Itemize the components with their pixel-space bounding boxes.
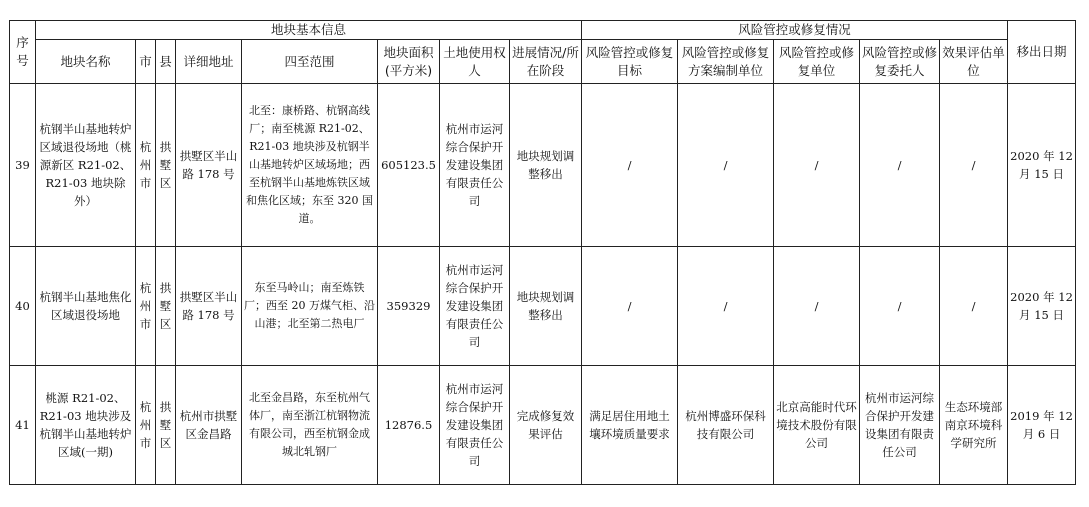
cell-boundary: 北至：康桥路、杭钢高线厂；南至桃源 R21-02、R21-03 地块涉及杭钢半山基地转炉区域场地；西至杭钢半山基地炼铁区域和焦化区域；东至 320 国道。 [242,84,378,247]
cell-target: 满足居住用地土壤环境质量要求 [582,366,678,485]
cell-area: 12876.5 [378,366,440,485]
cell-eval-unit: / [940,84,1008,247]
cell-address: 拱墅区半山路 178 号 [176,84,242,247]
cell-plan-unit: / [678,84,774,247]
cell-county: 拱墅区 [156,84,176,247]
header-city: 市 [136,40,156,84]
cell-city: 杭州市 [136,366,156,485]
header-removal-date: 移出日期 [1008,21,1076,84]
header-index: 序号 [10,21,36,84]
header-eval-unit: 效果评估单位 [940,40,1008,84]
cell-city: 杭州市 [136,247,156,366]
table-row [10,84,1076,247]
cell-eval-unit: / [940,247,1008,366]
header-address: 详细地址 [176,40,242,84]
header-plan-unit: 风险管控或修复方案编制单位 [678,40,774,84]
header-name: 地块名称 [36,40,136,84]
header-land-user: 土地使用权人 [440,40,510,84]
cell-name: 桃源 R21-02、R21-03 地块涉及杭钢半山基地转炉区域(一期) [36,366,136,485]
cell-progress: 地块规划调整移出 [510,247,582,366]
cell-land-user: 杭州市运河综合保护开发建设集团有限责任公司 [440,366,510,485]
cell-exec-unit: / [774,247,860,366]
table-row [10,247,1076,366]
header-group-basic-info: 地块基本信息 [36,21,582,40]
cell-exec-unit: / [774,84,860,247]
cell-index: 39 [10,84,36,247]
cell-client: / [860,247,940,366]
cell-city: 杭州市 [136,84,156,247]
cell-client: 杭州市运河综合保护开发建设集团有限责任公司 [860,366,940,485]
land-parcel-table [9,20,1076,485]
cell-land-user: 杭州市运河综合保护开发建设集团有限责任公司 [440,247,510,366]
table-row [10,366,1076,485]
cell-plan-unit: / [678,247,774,366]
cell-boundary: 东至马岭山；南至炼铁厂；西至 20 万煤气柜、沿山港；北至第二热电厂 [242,247,378,366]
header-progress: 进展情况/所在阶段 [510,40,582,84]
cell-exec-unit: 北京高能时代环境技术股份有限公司 [774,366,860,485]
cell-removal-date: 2020 年 12 月 15 日 [1008,84,1076,247]
cell-progress: 完成修复效果评估 [510,366,582,485]
cell-index: 40 [10,247,36,366]
cell-eval-unit: 生态环境部南京环境科学研究所 [940,366,1008,485]
cell-name: 杭钢半山基地转炉区域退役场地（桃源新区 R21-02、R21-03 地块除外） [36,84,136,247]
cell-name: 杭钢半山基地焦化区域退役场地 [36,247,136,366]
cell-removal-date: 2019 年 12 月 6 日 [1008,366,1076,485]
cell-address: 杭州市拱墅区金昌路 [176,366,242,485]
cell-land-user: 杭州市运河综合保护开发建设集团有限责任公司 [440,84,510,247]
header-area: 地块面积(平方米) [378,40,440,84]
cell-index: 41 [10,366,36,485]
cell-address: 拱墅区半山路 178 号 [176,247,242,366]
cell-county: 拱墅区 [156,366,176,485]
cell-client: / [860,84,940,247]
header-boundary: 四至范围 [242,40,378,84]
cell-area: 359329 [378,247,440,366]
cell-progress: 地块规划调整移出 [510,84,582,247]
cell-target: / [582,247,678,366]
cell-area: 605123.5 [378,84,440,247]
header-county: 县 [156,40,176,84]
header-target: 风险管控或修复目标 [582,40,678,84]
cell-boundary: 北至金昌路，东至杭州气体厂，南至浙江杭钢物流有限公司，西至杭钢金成城北轧钢厂 [242,366,378,485]
header-group-risk-control: 风险管控或修复情况 [582,21,1008,40]
cell-removal-date: 2020 年 12 月 15 日 [1008,247,1076,366]
header-exec-unit: 风险管控或修复单位 [774,40,860,84]
cell-plan-unit: 杭州博盛环保科技有限公司 [678,366,774,485]
cell-county: 拱墅区 [156,247,176,366]
cell-target: / [582,84,678,247]
header-client: 风险管控或修复委托人 [860,40,940,84]
